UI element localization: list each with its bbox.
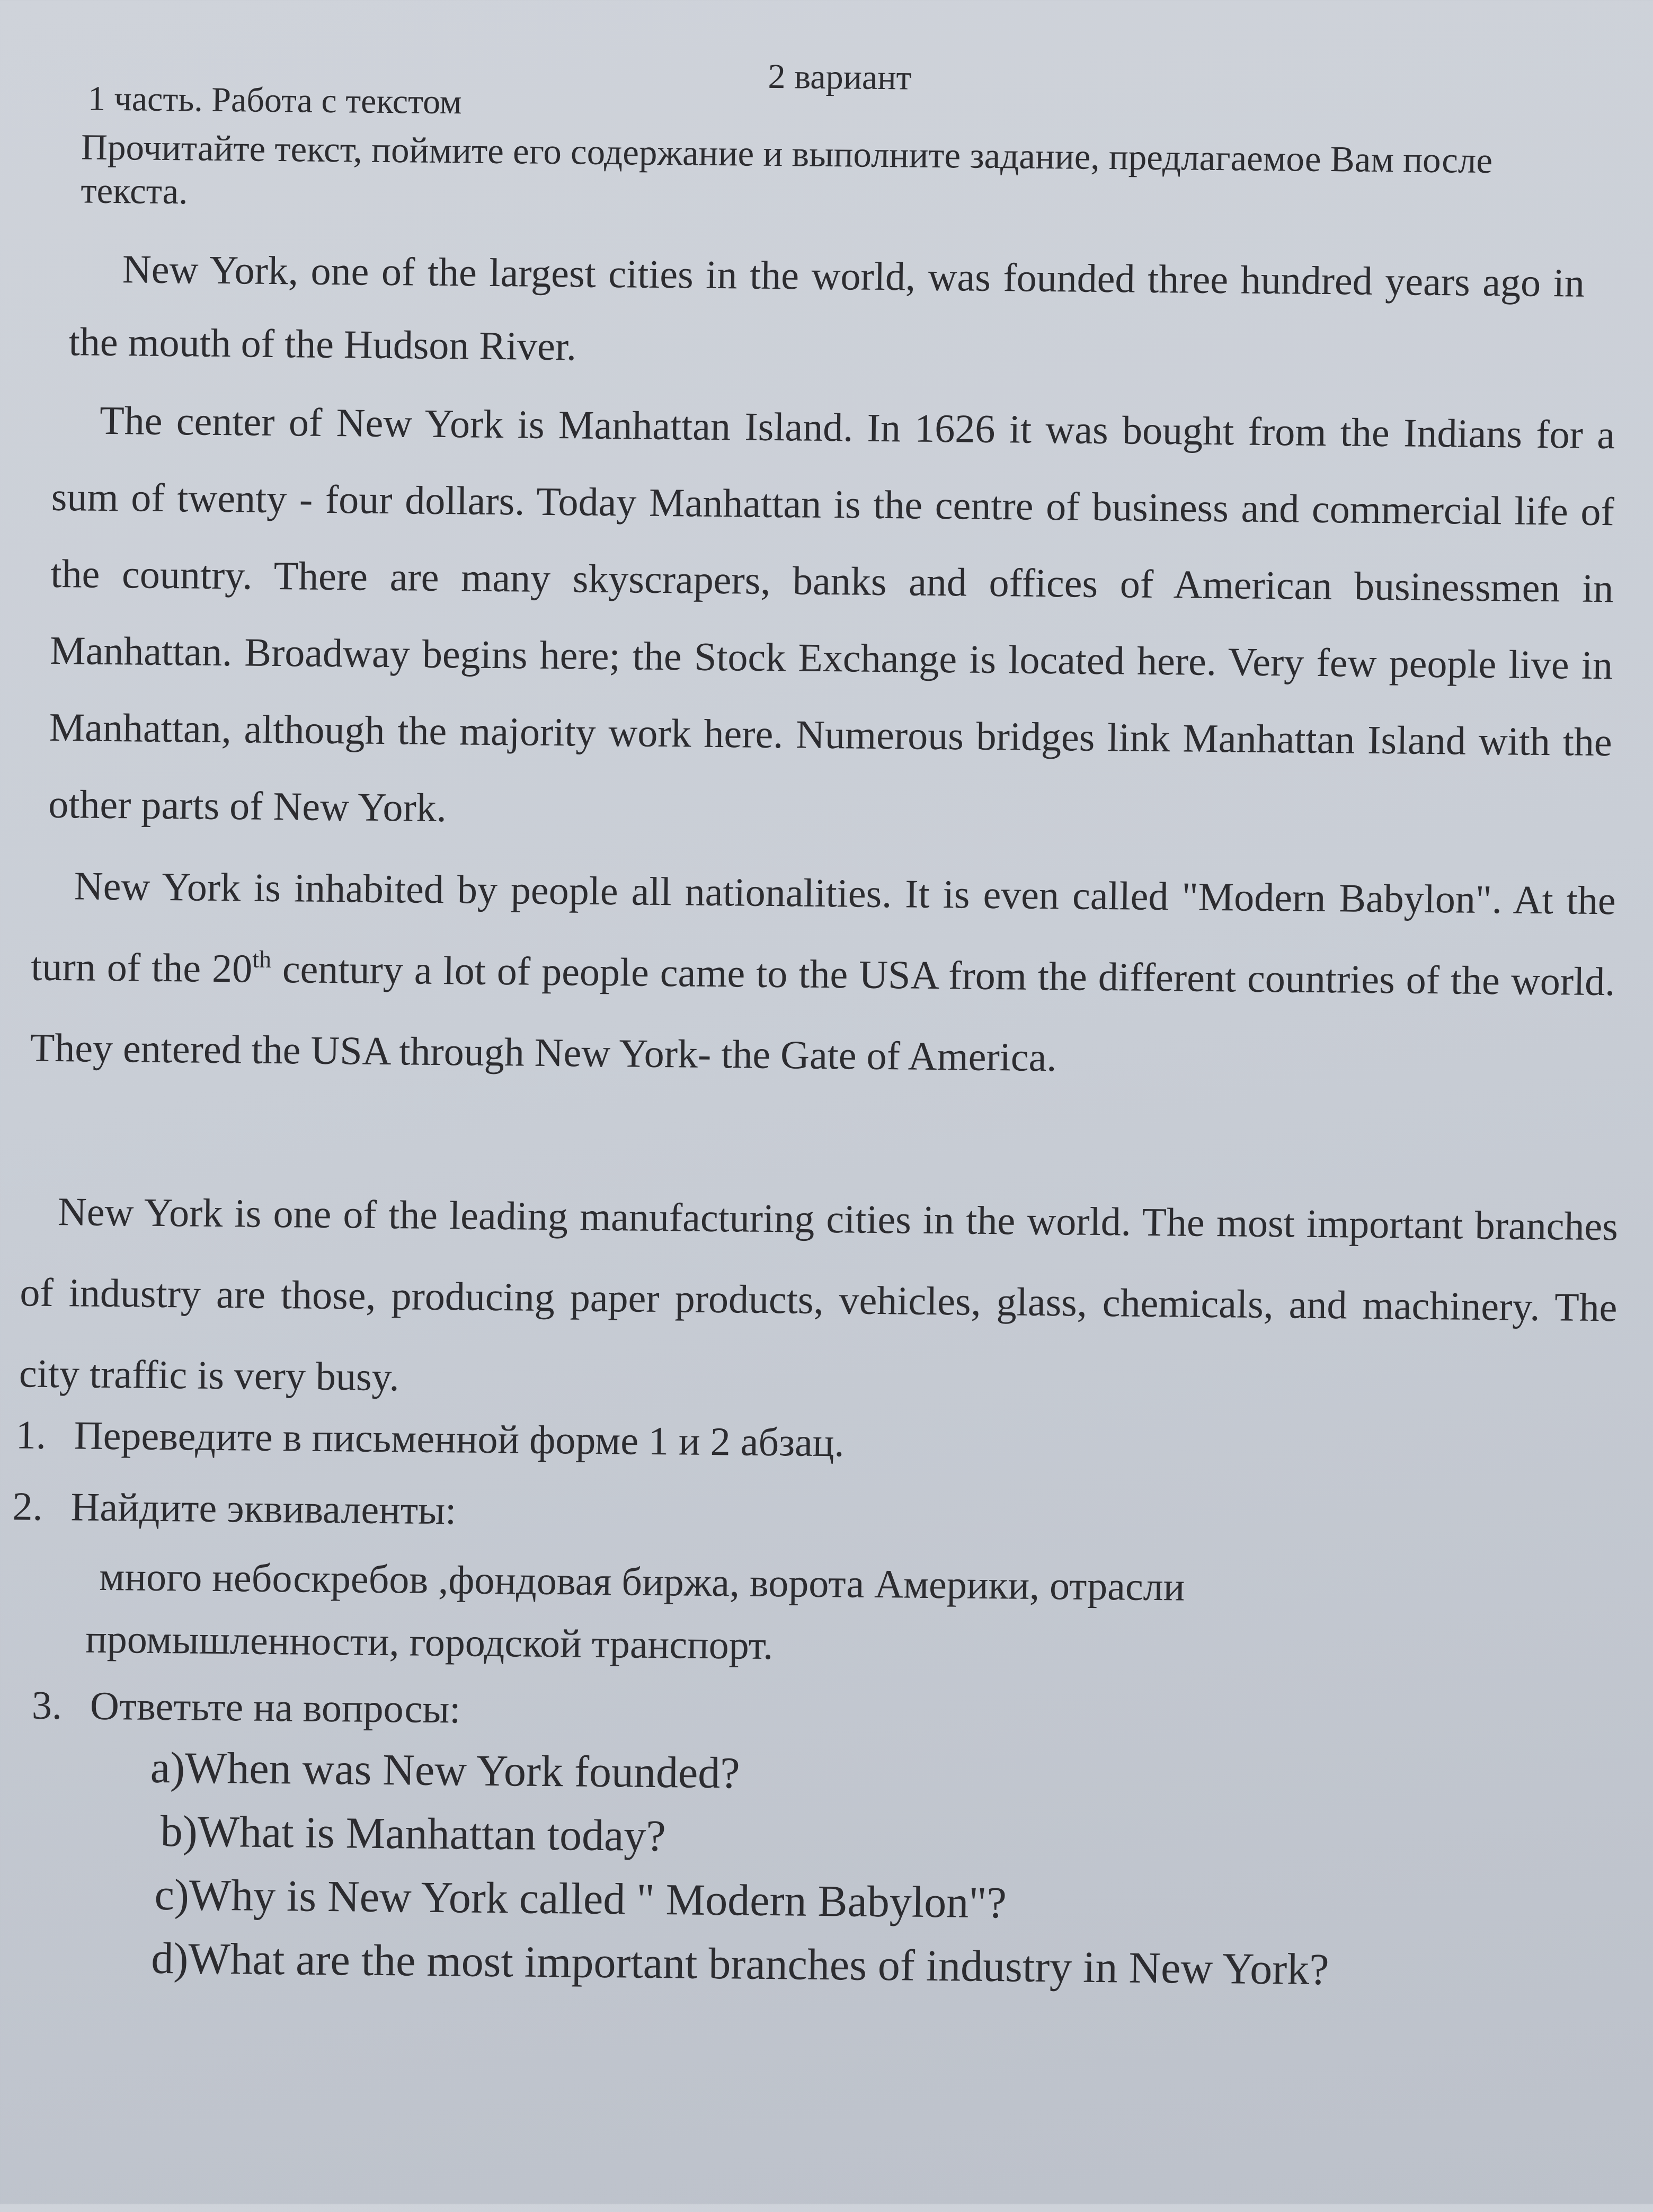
paragraph-3-part-b: century a lot of people came to the USA from the different countries of the world. They entered the USA through New York- the Gate of America. (30, 946, 1615, 1080)
question-a: a)When was New York founded? (150, 1743, 741, 1798)
question-d: d)What are the most important branches of industry in New York? (150, 1933, 1329, 1995)
task-3-text: Ответьте на вопросы: (90, 1683, 461, 1732)
task-1 (15, 1412, 844, 1466)
task-3-number: 3. (31, 1683, 63, 1728)
question-c: c)Why is New York called " Modern Babylon"? (154, 1870, 1007, 1928)
paragraph-2: The center of New York is Manhattan Island. In 1626 it was bought from the Indians for a sum of twenty - four dollars. Today Manhattan is the centre of business and commercial life of the country. There are many skyscrapers, banks and offices of American businessmen in Manhattan. Broadway begins here; the Stock Exchange is located here. Very few people live in Manhattan, although the majority work here. Numerous bridges link Manhattan Island with the other parts of New York. (48, 398, 1615, 831)
variant-title: 2 вариант (768, 57, 912, 97)
task-1-number: 1. (15, 1413, 47, 1458)
task-2-terms-line-1: много небоскребов ,фондовая биржа, ворота Америки, отрасли (99, 1554, 1185, 1610)
task-2-text: Найдите эквиваленты: (70, 1485, 457, 1533)
part-heading: 1 часть. Работа с текстом (87, 79, 462, 122)
task-2-number: 2. (12, 1484, 43, 1529)
task-2-terms-line-2: промышленности, городской транспорт. (85, 1616, 774, 1668)
task-2-terms (85, 1545, 1467, 1684)
paragraph-4: New York is one of the leading manufacturing cities in the world. The most important branches of industry are those, producing paper products, vehicles, glass, chemicals, and machinery. The city traffic is very busy. (19, 1189, 1619, 1400)
task-3 (32, 1683, 461, 1733)
superscript-th: th (252, 945, 272, 973)
paragraph-3 (30, 846, 1616, 1104)
question-b: b)What is Manhattan today? (160, 1807, 666, 1861)
paragraph-3-part-a: New York is inhabited by people all nationalities. It is even called "Modern Babylon". At the turn of the 20 (30, 864, 1616, 991)
paragraph-1: New York, one of the largest cities in the world, was founded three hundred years ago in the mouth of the Hudson River. (68, 247, 1585, 369)
task-2 (12, 1483, 456, 1534)
instruction-text: Прочитайте текст, поймите его содержание и выполните задание, предлагаемое Вам после текста. (81, 127, 1493, 212)
task-1-text: Переведите в письменной форме 1 и 2 абзац. (74, 1413, 845, 1465)
